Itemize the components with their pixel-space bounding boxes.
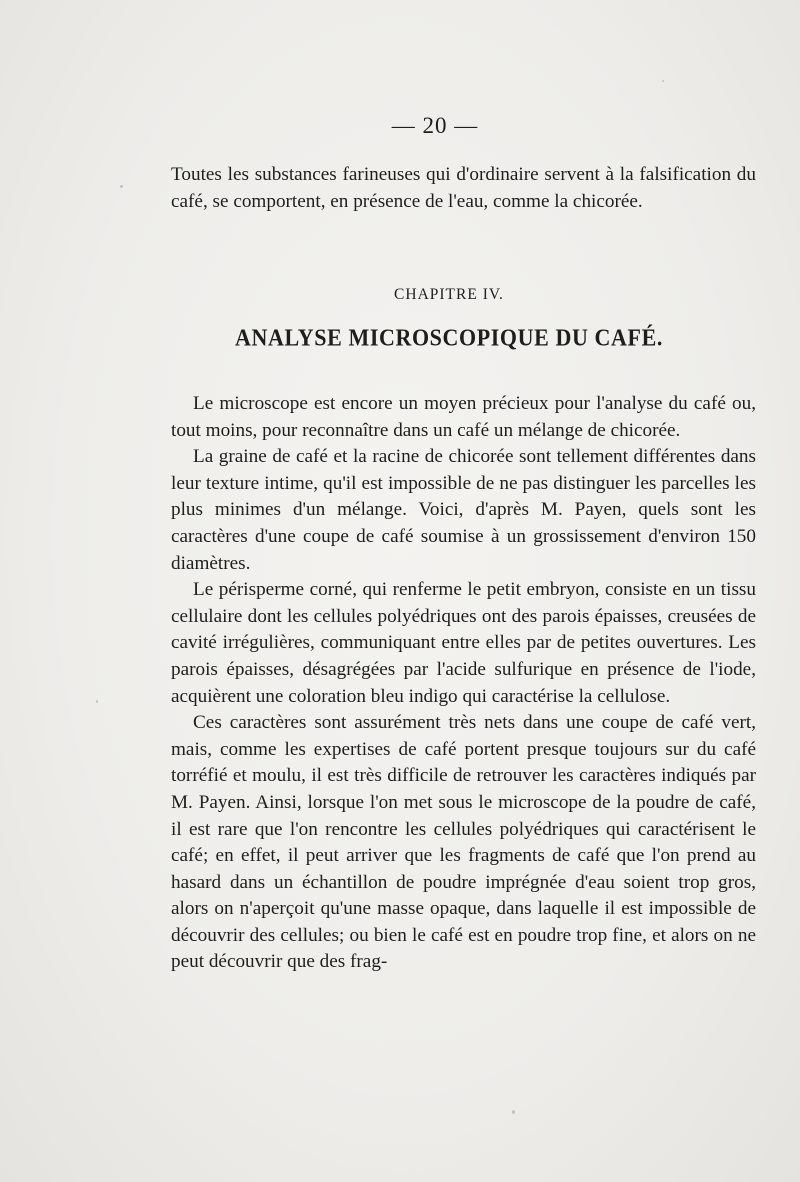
paragraph: La graine de café et la racine de chicorée sont tellement différentes dans leur texture intime, qu'il est impossible de ne pas distinguer les parcelles les plus minimes d'un mélange. Voici, d'après M. Payen, quels sont les caractères d'une coupe de café soumise à un grossissement d'environ 150 diamètres. bbox=[171, 446, 756, 574]
intro-paragraph: Toutes les substances farineuses qui d'ordinaire servent à la falsification du café, se comportent, en présence de l'eau, comme la chicorée. bbox=[171, 164, 756, 212]
paragraph: Ces caractères sont assurément très nets dans une coupe de café vert, mais, comme les expertises de café portent presque toujours sur du café torréfié et moulu, il est très difficile de retrouver les caractères indiqués par M. Payen. Ainsi, lorsque l'on met sous le microscope de la poudre de café, il est rare que l'on rencontre les cellules polyédriques qui caractérisent le café; en effet, il peut arriver que les fragments de café que l'on prend au hasard dans un échantillon de poudre imprégnée d'eau soient trop gros, alors on n'aperçoit qu'une masse opaque, dans laquelle il est impossible de découvrir des cellules; ou bien le café est en poudre trop fine, et alors on ne peut découvrir que des frag- bbox=[171, 712, 756, 973]
intro-text bbox=[171, 162, 756, 215]
chapter-title: ANALYSE MICROSCOPIQUE DU CAFÉ. bbox=[235, 323, 663, 351]
chapter-label: CHAPITRE IV. bbox=[394, 286, 504, 303]
paper-speck bbox=[662, 80, 664, 82]
paragraph: Le périsperme corné, qui renferme le petit embryon, consiste en un tissu cellulaire dont les cellules polyédriques ont des parois épaisses, creusées de cavité irrégulières, communiquant entre elles par de petites ouvertures. Les parois épaisses, désagrégées par l'acide sulfurique en présence de l'iode, acquièrent une coloration bleu indigo qui caractérise la cellulose. bbox=[171, 579, 756, 707]
paragraph: Le microscope est encore un moyen précieux pour l'analyse du café ou, tout moins, pour reconnaître dans un café un mélange de chicorée. bbox=[171, 393, 756, 441]
chapter-body bbox=[171, 391, 756, 976]
paper-speck bbox=[120, 185, 123, 188]
paper-speck bbox=[96, 700, 98, 703]
page-number: — 20 — bbox=[391, 113, 479, 138]
paper-speck bbox=[512, 1110, 515, 1114]
